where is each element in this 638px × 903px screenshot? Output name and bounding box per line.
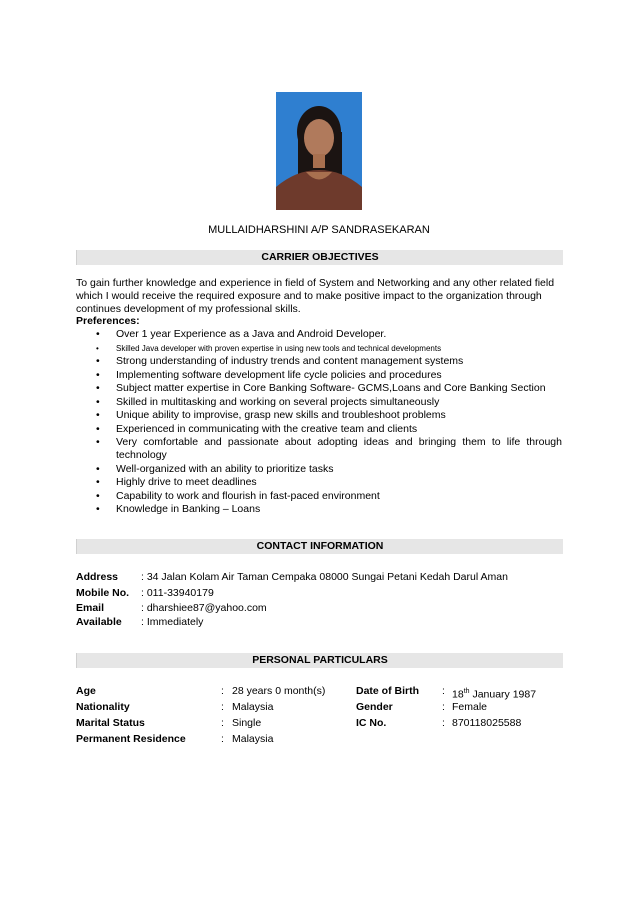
colon: :	[442, 701, 445, 713]
list-item: • Highly drive to meet deadlines	[76, 476, 562, 489]
contact-label-address: Address	[76, 571, 119, 583]
section-header-personal: PERSONAL PARTICULARS	[76, 653, 563, 668]
contact-label-mobile: Mobile No.	[76, 587, 130, 599]
colon: :	[221, 701, 224, 713]
list-item: • Capability to work and flourish in fast-paced environment	[76, 490, 562, 503]
list-item: • Experienced in communicating with the creative team and clients	[76, 423, 562, 436]
personal-label-age: Age	[76, 685, 96, 697]
personal-label-dob: Date of Birth	[356, 685, 419, 697]
list-item: • Over 1 year Experience as a Java and Android Developer.	[76, 328, 562, 341]
list-item: • Skilled in multitasking and working on several projects simultaneously	[76, 396, 562, 409]
list-item: • Strong understanding of industry trends and content management systems	[76, 355, 562, 368]
list-item: • Unique ability to improvise, grasp new skills and troubleshoot problems	[76, 409, 562, 422]
personal-label-residence: Permanent Residence	[76, 733, 186, 745]
personal-value-gender: Female	[452, 701, 488, 713]
contact-value-available: : Immediately	[141, 616, 204, 628]
preferences-label: Preferences:	[76, 315, 140, 327]
personal-value-nationality: Malaysia	[232, 701, 274, 713]
personal-value-marital-status: Single	[232, 717, 262, 729]
contact-value-mobile: : 011-33940179	[141, 587, 214, 599]
personal-label-gender: Gender	[356, 701, 393, 713]
list-item: • Skilled Java developer with proven expertise in using new tools and technical developments	[76, 342, 562, 355]
list-item: • Implementing software development life cycle policies and procedures	[76, 369, 562, 382]
list-item: • Very comfortable and passionate about adopting ideas and bringing them to life through technology	[76, 436, 562, 462]
section-header-objectives: CARRIER OBJECTIVES	[76, 250, 563, 265]
profile-photo	[276, 92, 362, 210]
contact-value-address: : 34 Jalan Kolam Air Taman Cempaka 08000 Sungai Petani Kedah Darul Aman	[141, 571, 508, 583]
personal-label-nationality: Nationality	[76, 701, 130, 713]
contact-value-email: : dharshiee87@yahoo.com	[141, 602, 267, 614]
colon: :	[442, 685, 445, 697]
personal-value-age: 28 years 0 month(s)	[232, 685, 326, 697]
personal-value-residence: Malaysia	[232, 733, 274, 745]
contact-label-email: Email	[76, 602, 105, 614]
preferences-list	[76, 328, 562, 517]
list-item: • Well-organized with an ability to prioritize tasks	[76, 463, 562, 476]
list-item: • Subject matter expertise in Core Banking Software- GCMS,Loans and Core Banking Section	[76, 382, 562, 395]
colon: :	[442, 717, 445, 729]
personal-label-marital-status: Marital Status	[76, 717, 145, 729]
candidate-name: MULLAIDHARSHINI A/P SANDRASEKARAN	[208, 224, 430, 236]
personal-value-ic: 870118025588	[452, 717, 522, 729]
section-header-contact: CONTACT INFORMATION	[76, 539, 563, 554]
contact-label-available: Available	[76, 616, 122, 628]
colon: :	[221, 733, 224, 745]
personal-value-dob: 18th January 1987	[452, 688, 537, 701]
colon: :	[221, 717, 224, 729]
personal-label-ic: IC No.	[356, 717, 387, 729]
list-item: • Knowledge in Banking – Loans	[76, 503, 562, 516]
colon: :	[221, 685, 224, 697]
objective-paragraph: To gain further knowledge and experience in field of System and Networking and any other related field which I would receive the required exposure and to make positive impact to the organization through continues development of my professional skills.	[76, 277, 555, 315]
